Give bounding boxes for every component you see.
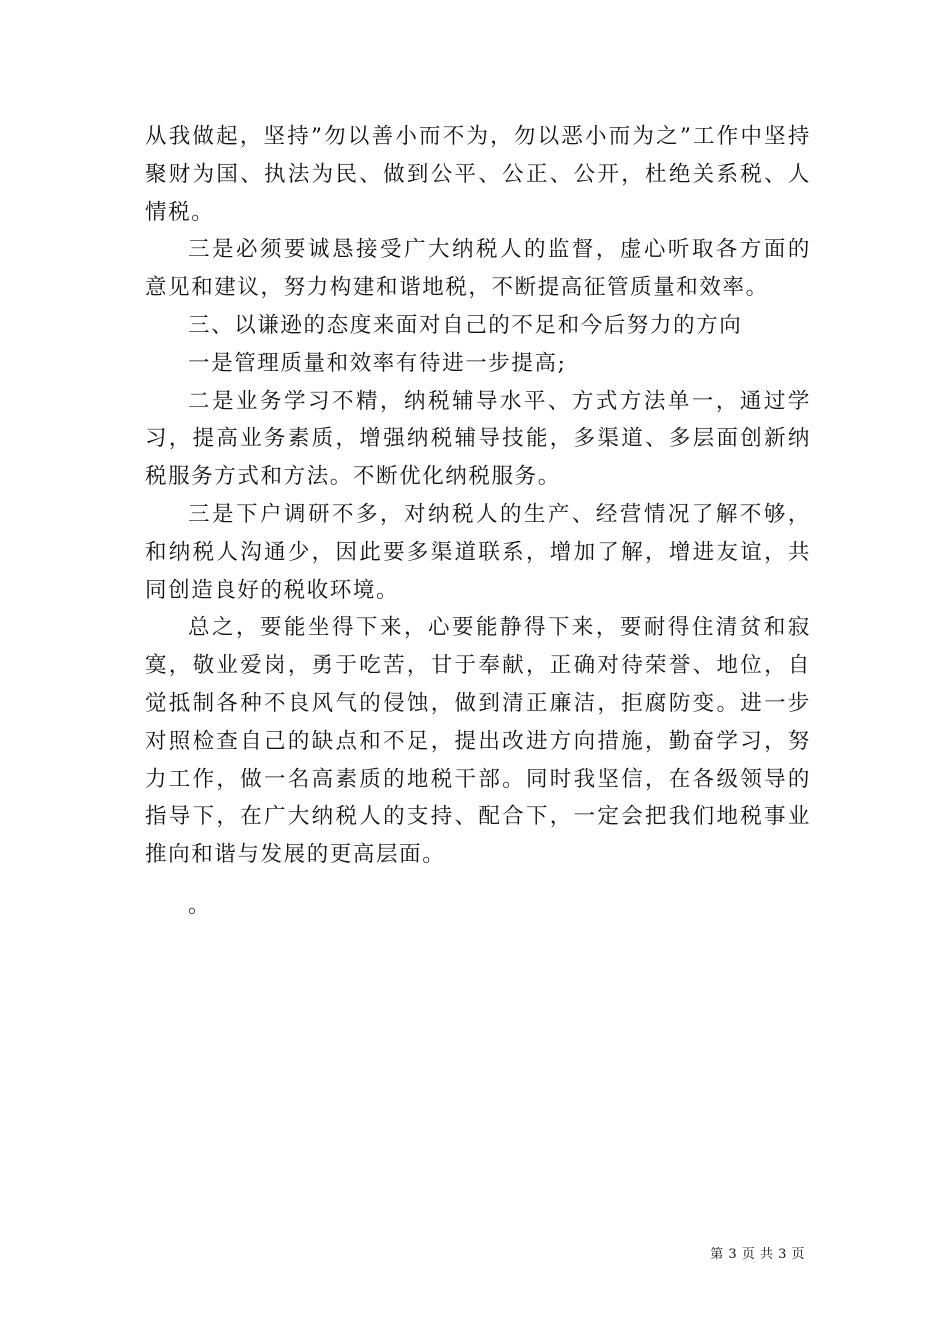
closing-mark: 。 — [188, 892, 212, 918]
document-page — [145, 118, 811, 925]
paragraph-4: 一是管理质量和效率有待进一步提高; — [188, 350, 567, 376]
paragraph-2: 三是必须要诚恳接受广大纳税人的监督，虚心听取各方面的意见和建议，努力构建和谐地税，不断提高征管质量和效率。 — [145, 237, 811, 301]
paragraph-7: 总之，要能坐得下来，心要能静得下来，要耐得住清贫和寂寞，敬业爱岗，勇于吃苦，甘于奉献，正确对待荣誉、地位，自觉抵制各种不良风气的侵蚀，做到清正廉洁，拒腐防变。进一步对照检查自己的缺点和不足，提出改进方向措施，勤奋学习，努力工作，做一名高素质的地税干部。同时我坚信，在各级领导的指导下，在广大纳税人的支持、配合下，一定会把我们地税事业推向和谐与发展的更高层面。 — [145, 615, 811, 868]
section-heading-3: 三、以谦逊的态度来面对自己的不足和今后努力的方向 — [188, 312, 743, 338]
paragraph-1: 从我做起，坚持”勿以善小而不为，勿以恶小而为之”工作中坚持聚财为国、执法为民、做到公平、公正、公开，杜绝关系税、人情税。 — [145, 124, 811, 225]
paragraph-5: 二是业务学习不精，纳税辅导水平、方式方法单一，通过学习，提高业务素质，增强纳税辅导技能，多渠道、多层面创新纳税服务方式和方法。不断优化纳税服务。 — [145, 388, 811, 490]
page-number-footer: 第 3 页 共 3 页 — [710, 1247, 805, 1262]
paragraph-6: 三是下户调研不多，对纳税人的生产、经营情况了解不够，和纳税人沟通少，因此要多渠道联系，增加了解，增进友谊，共同创造良好的税收环境。 — [145, 501, 811, 603]
